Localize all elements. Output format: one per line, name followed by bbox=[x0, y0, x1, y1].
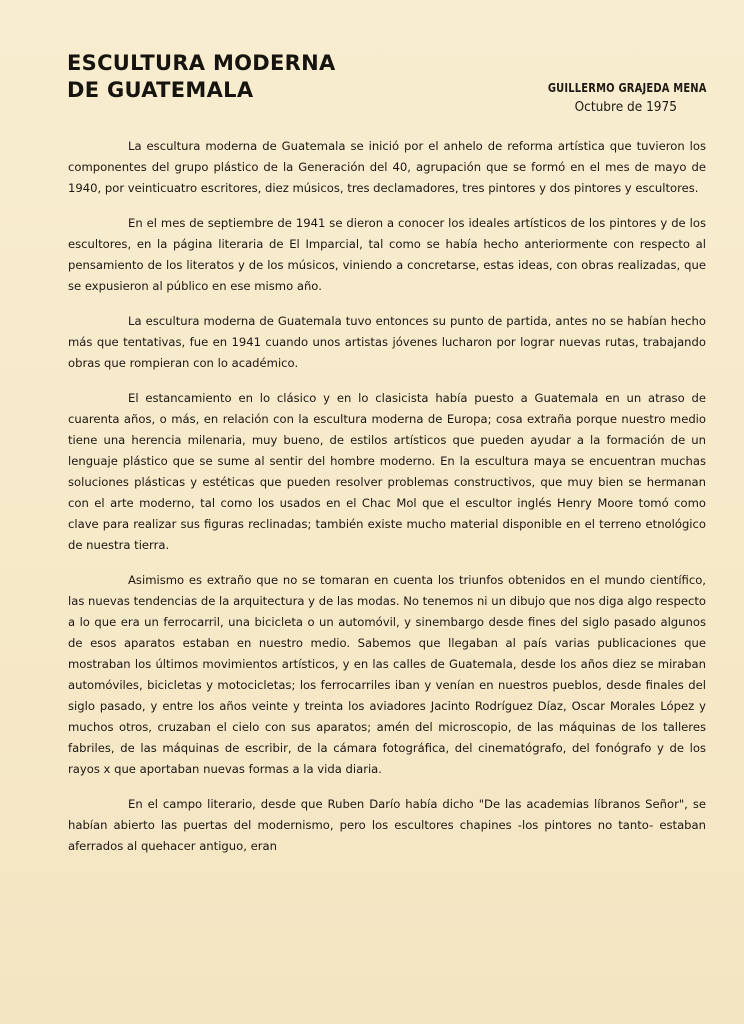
paragraph: La escultura moderna de Guatemala tuvo entonces su punto de partida, antes no se habían hecho más que tentativas, fue en 1941 cuando unos artistas jóvenes lucharon por lograr nuevas rutas, trabajando obras que rompieran con lo académico. bbox=[68, 314, 706, 370]
title-line-1: ESCULTURA MODERNA bbox=[67, 51, 336, 75]
article-body bbox=[68, 136, 706, 871]
document-title bbox=[67, 50, 336, 104]
byline bbox=[534, 80, 707, 117]
paragraph: Asimismo es extraño que no se tomaran en cuenta los triunfos obtenidos en el mundo científico, las nuevas tendencias de la arquitectura y de las modas. No tenemos ni un dibujo que nos diga algo respecto a lo que era un ferrocarril, una bicicleta o un automóvil, y sinembargo desde fines del siglo pasado algunos de esos aparatos estaban en nuestro medio. Sabemos que llegaban al país varias publicaciones que mostraban los últimos movimientos artísticos, y en las calles de Guatemala, desde los años diez se miraban automóviles, bicicletas y motocicletas; los ferrocarriles iban y venían en nuestros pueblos, desde finales del siglo pasado, y entre los años veinte y treinta los aviadores Jacinto Rodríguez Díaz, Oscar Morales López y muchos otros, cruzaban el cielo con sus aparatos; amén del microscopio, de las máquinas de los talleres fabriles, de las máquinas de escribir, de la cámara fotográfica, del cinematógrafo, del fonógrafo y de los rayos x que aportaban nuevas formas a la vida diaria. bbox=[68, 573, 706, 776]
title-line-2: DE GUATEMALA bbox=[67, 78, 254, 102]
paragraph: El estancamiento en lo clásico y en lo clasicista había puesto a Guatemala en un atraso de cuarenta años, o más, en relación con la escultura moderna de Europa; cosa extraña porque nuestro medio tiene una herencia milenaria, muy bueno, de estilos artísticos que pueden ayudar a la formación de un lenguaje plástico que se sume al sentir del hombre moderno. En la escultura maya se encuentran muchas soluciones plásticas y estéticas que pueden resolver problemas constructivos, que muy bien se hermanan con el arte moderno, tal como los usados en el Chac Mol que el escultor inglés Henry Moore tomó como clave para realizar sus figuras reclinadas; también existe mucho material disponible en el terreno etnológico de nuestra tierra. bbox=[68, 391, 706, 552]
publication-date: Octubre de 1975 bbox=[574, 99, 677, 115]
paragraph: En el campo literario, desde que Ruben Darío había dicho "De las academias líbranos Señor", se habían abierto las puertas del modernismo, pero los escultores chapines -los pintores no tanto- estaban aferrados al quehacer antiguo, eran bbox=[68, 797, 706, 853]
paragraph: La escultura moderna de Guatemala se inició por el anhelo de reforma artística que tuvieron los componentes del grupo plástico de la Generación del 40, agrupación que se formó en el mes de mayo de 1940, por veinticuatro escritores, diez músicos, tres declamadores, tres pintores y dos pintores y escultores. bbox=[68, 139, 706, 195]
author-name: GUILLERMO GRAJEDA MENA bbox=[548, 81, 707, 95]
paragraph: En el mes de septiembre de 1941 se dieron a conocer los ideales artísticos de los pintores y de los escultores, en la página literaria de El Imparcial, tal como se había hecho anteriormente con respecto al pensamiento de los literatos y de los músicos, viniendo a concretarse, estas ideas, con obras realizadas, que se expusieron al público en ese mismo año. bbox=[68, 216, 706, 293]
